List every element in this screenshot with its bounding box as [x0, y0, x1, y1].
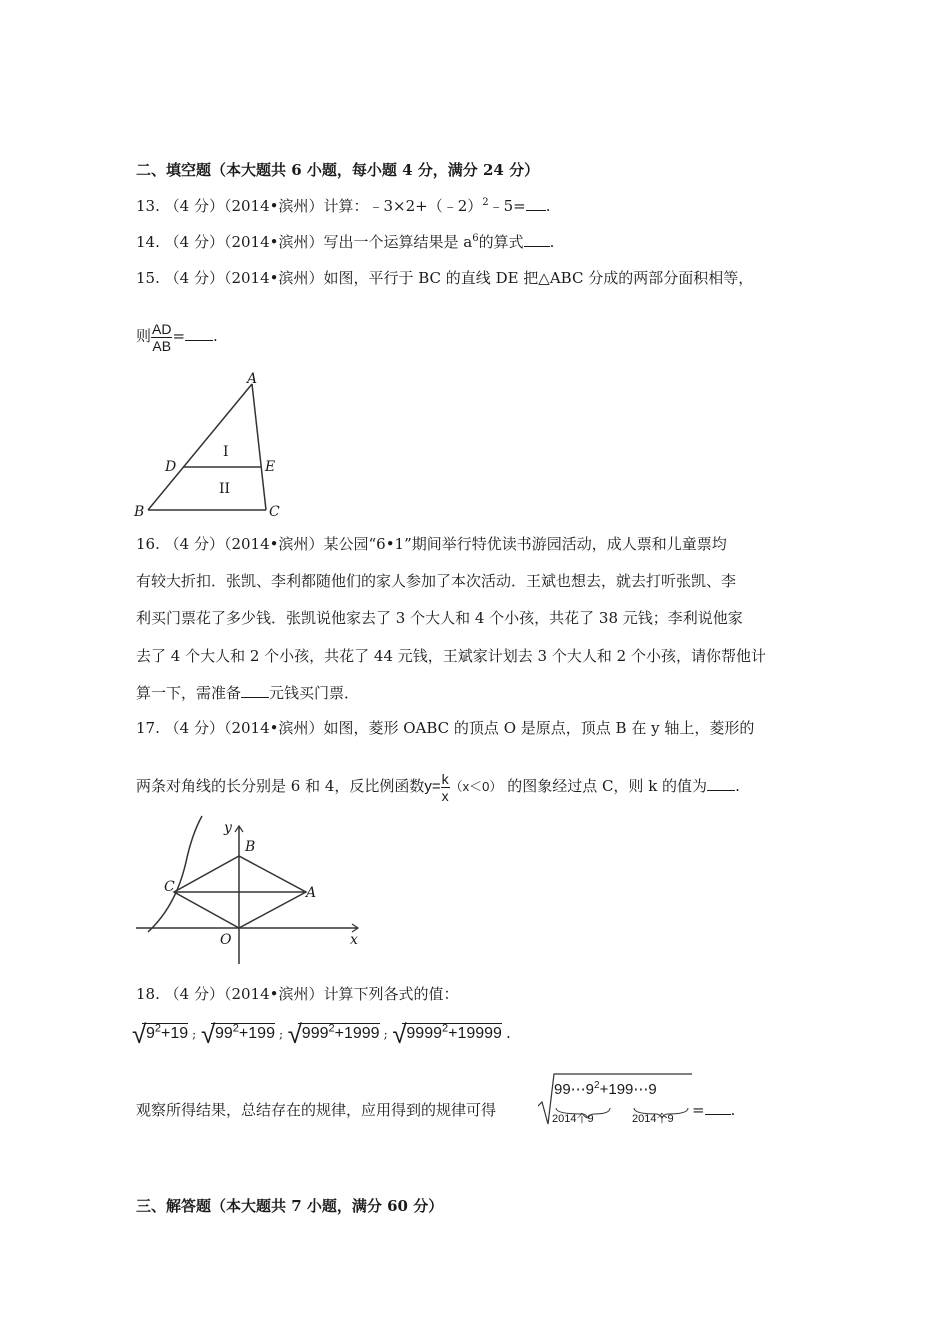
q15-score: （4 分） — [164, 269, 224, 287]
q14-exp: 6 — [472, 233, 479, 244]
q16-line4: 去了 4 个大人和 2 个小孩，共花了 44 元钱，王斌家计划去 3 个大人和 2 个小孩，请你帮他计 — [136, 647, 766, 665]
big-root-b: 99⋯9 — [616, 1081, 657, 1098]
q16-line2: 有较大折扣．张凯、李利都随他们的家人参加了本次活动．王斌也想去，就去打听张凯、李 — [136, 572, 737, 590]
q17-frac-num: k — [441, 770, 449, 787]
q15-triangle-figure — [130, 368, 290, 524]
q17-frac-den: x — [441, 787, 449, 804]
big-root-tail — [692, 1100, 735, 1119]
label-D: D — [165, 459, 177, 475]
q18-big-root — [538, 1070, 738, 1128]
q14-text: 写出一个运算结果是 a — [323, 233, 473, 251]
q15-src: （2014•滨州） — [223, 269, 324, 287]
q16-line3: 利买门票花了多少钱．张凯说他家去了 3 个大人和 4 个小孩，共花了 38 元钱；李利说他家 — [136, 609, 743, 627]
q14-score: （4 分） — [164, 233, 224, 251]
label-y: y — [224, 820, 232, 836]
side-AC — [252, 384, 266, 510]
q18-roots-row — [132, 1016, 511, 1051]
q13-score: （4 分） — [164, 197, 224, 215]
q18-score: （4 分） — [164, 985, 224, 1003]
q17-line1 — [136, 718, 754, 738]
q13-exp: 2 — [482, 197, 489, 208]
q13-src: （2014•滨州） — [223, 197, 324, 215]
section3-title: 三、解答题（本大题共 7 小题，满分 60 分） — [136, 1197, 444, 1215]
label-B: B — [134, 504, 145, 520]
brace-label-1: 2014个9 — [552, 1113, 594, 1125]
q15-end: . — [213, 327, 218, 345]
brace-label-2: 2014个9 — [632, 1113, 674, 1125]
q16-line5 — [136, 683, 359, 703]
q17-answer-blank[interactable] — [707, 776, 735, 791]
root-3: √ $999^2+1999$ — [287, 1019, 380, 1049]
q15-line2 — [136, 318, 218, 354]
roots-end: . — [505, 1024, 511, 1042]
root-2: √ $99^2+199$ — [201, 1019, 275, 1049]
q17-end: . — [735, 777, 740, 795]
big-root-end: . — [730, 1101, 736, 1119]
q18-line3-prefix: 观察所得结果，总结存在的规律，应用得到的规律可得 — [136, 1101, 497, 1119]
label-E: E — [265, 459, 276, 475]
q17-text2a: 两条对角线的长分别是 6 和 4，反比例函数 — [136, 777, 425, 795]
label-A: A — [306, 885, 317, 901]
q15-answer-blank[interactable] — [185, 326, 213, 341]
big-root-expression — [554, 1080, 657, 1098]
q18-src: （2014•滨州） — [223, 985, 324, 1003]
root-1: √ $9^2+19$ — [132, 1019, 189, 1049]
q16-text5a: 算一下，需准备 — [136, 684, 242, 702]
q15-frac-num: AD — [152, 320, 172, 337]
q15-eq: = — [172, 327, 186, 345]
q17-line2 — [136, 768, 740, 805]
sep-1: ; — [192, 1027, 197, 1041]
big-root-a: 99⋯9 — [554, 1081, 595, 1098]
q13-tail: ﹣5= — [488, 197, 526, 215]
label-C: C — [269, 504, 280, 520]
q16-text5b: 元钱买门票． — [269, 684, 360, 702]
sep-3: ; — [383, 1027, 388, 1041]
big-root-plus: +1 — [599, 1081, 617, 1098]
q14-tail: 的算式 — [478, 233, 524, 251]
q14-num: 14. — [136, 233, 160, 251]
q18-num: 18. — [136, 985, 160, 1003]
q17-fraction — [441, 771, 450, 804]
q15-prefix: 则 — [136, 327, 152, 345]
q18-line3 — [136, 1100, 496, 1120]
q18-answer-blank[interactable] — [705, 1100, 731, 1115]
q15-frac-den: AB — [152, 337, 172, 354]
label-O: O — [220, 932, 232, 948]
q17-score: （4 分） — [164, 719, 224, 737]
q17-num: 17. — [136, 719, 160, 737]
q17-y-eq: y= — [424, 778, 441, 795]
hyperbola-curve — [148, 816, 202, 932]
q13-num: 13. — [136, 197, 160, 215]
section2-title: 二、填空题（本大题共 6 小题，每小题 4 分，满分 24 分） — [136, 161, 540, 179]
q17-condition: （x＜0） — [449, 779, 503, 794]
q16-answer-blank[interactable] — [241, 683, 269, 698]
q15 — [136, 268, 753, 288]
q15-num: 15. — [136, 269, 160, 287]
q13-end: . — [545, 197, 551, 215]
q15-text: 如图，平行于 BC 的直线 DE 把△ABC 分成的两部分面积相等， — [323, 269, 754, 287]
q16-text1: 某公园“6•1”期间举行特优读书游园活动，成人票和儿童票均 — [323, 535, 727, 553]
q16-score: （4 分） — [164, 535, 224, 553]
q13 — [136, 196, 551, 216]
q16-num: 16. — [136, 535, 160, 553]
q17-src: （2014•滨州） — [223, 719, 324, 737]
q16-src: （2014•滨州） — [223, 535, 324, 553]
q15-fraction — [151, 321, 172, 354]
q17-text1: 如图，菱形 OABC 的顶点 O 是原点，顶点 B 在 y 轴上，菱形的 — [323, 719, 755, 737]
root-4: √ $9999^2+19999$ — [392, 1019, 502, 1049]
q13-answer-blank[interactable] — [526, 196, 546, 211]
label-region-I: I — [223, 444, 229, 460]
q13-text: 计算：﹣3×2+（﹣2） — [323, 197, 483, 215]
q14-end: . — [549, 233, 555, 251]
big-root-eq: = — [692, 1101, 705, 1119]
sep-2: ; — [278, 1027, 284, 1041]
side-AB — [148, 384, 252, 510]
q14-src: （2014•滨州） — [223, 233, 324, 251]
label-B: B — [245, 839, 256, 855]
q18-text: 计算下列各式的值： — [323, 985, 459, 1003]
label-region-II: II — [219, 481, 231, 497]
q17-text2b: 的图象经过点 C，则 k 的值为 — [507, 777, 708, 795]
q18-line1 — [136, 984, 459, 1004]
label-A: A — [247, 371, 258, 387]
q14-answer-blank[interactable] — [524, 232, 550, 247]
q16-line1 — [136, 534, 727, 554]
q14 — [136, 232, 554, 252]
big-root-exp: 2 — [594, 1080, 600, 1091]
label-x: x — [350, 932, 358, 948]
label-C: C — [164, 879, 175, 895]
q17-rhombus-figure — [130, 814, 370, 966]
